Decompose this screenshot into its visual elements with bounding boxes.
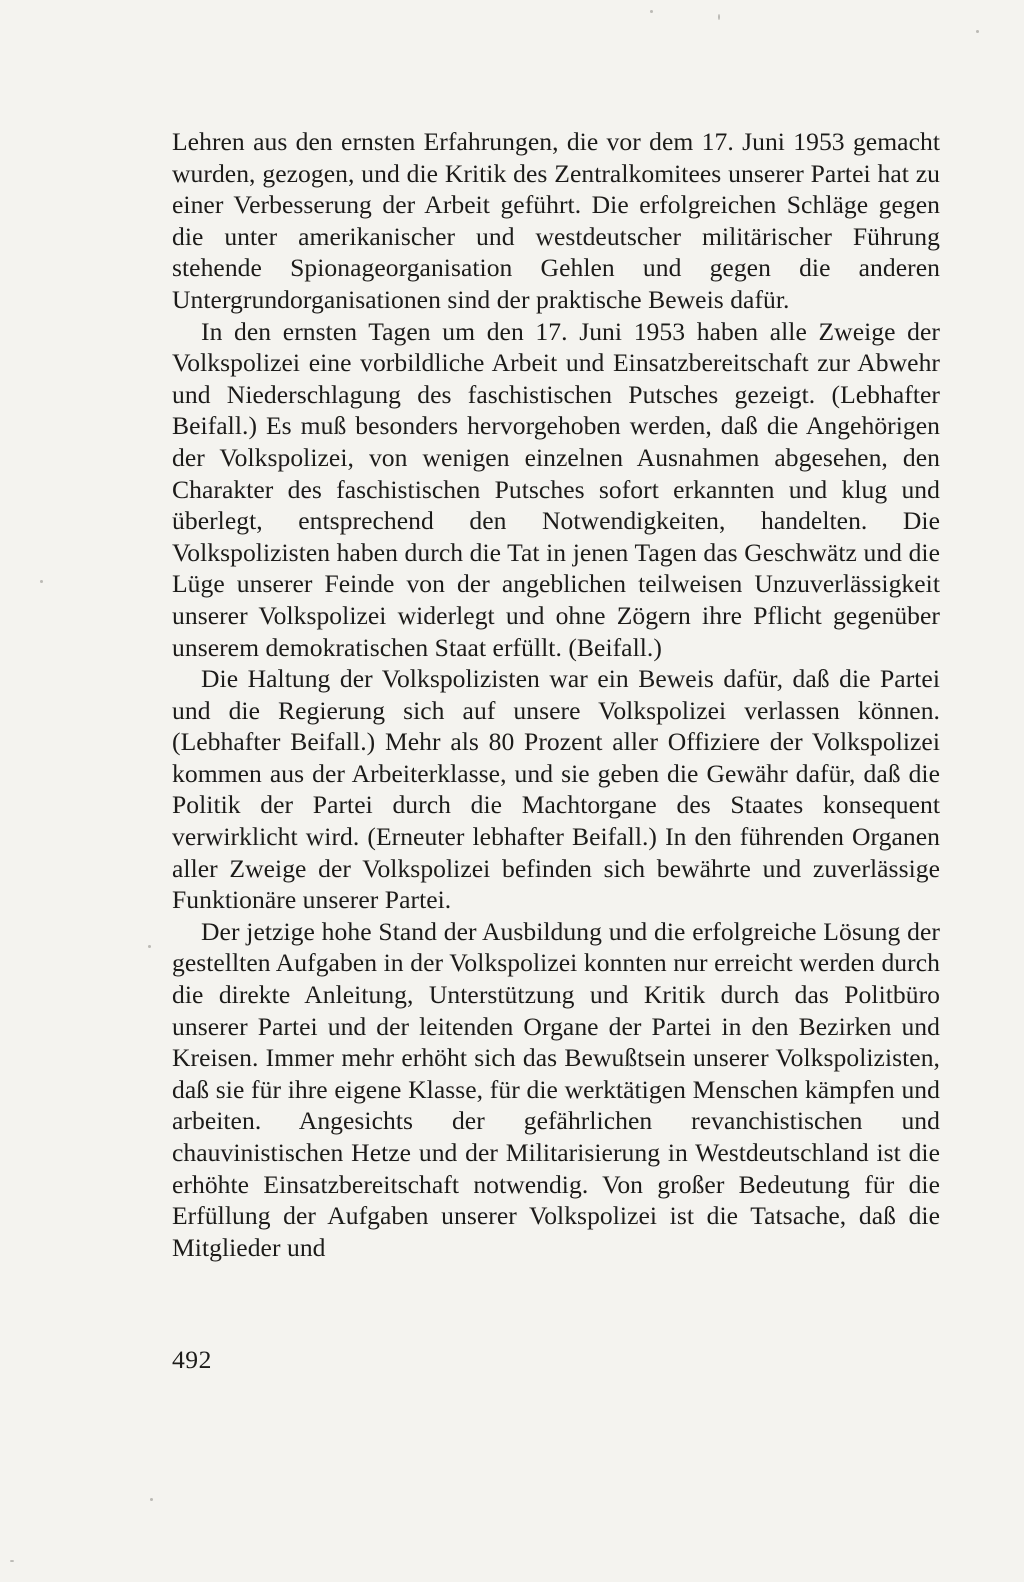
scan-speck [718, 14, 720, 20]
scan-speck [10, 1560, 14, 1562]
scan-speck [650, 10, 653, 13]
scan-speck [40, 580, 43, 583]
scan-speck [976, 30, 979, 33]
paragraph-1: Lehren aus den ernsten Erfahrungen, die vor dem 17. Juni 1953 gemacht wurden, gezogen, und die Kritik des Zentralkomitees unserer Partei hat zu einer Verbesserung der Arbeit geführt. Die erfolgreichen Schläge gegen die unter amerikanischer und westdeutscher militärischer Führung stehende Spionageorganisation Gehlen und gegen die anderen Untergrundorganisationen sind der praktische Beweis dafür. [172, 127, 940, 314]
paragraph-3: Die Haltung der Volkspolizisten war ein Beweis dafür, daß die Partei und die Regierung sich auf unsere Volkspolizei verlassen können. (Lebhafter Beifall.) Mehr als 80 Prozent aller Offiziere der Volkspolizei kommen aus der Arbeiterklasse, und sie geben die Gewähr dafür, daß die Politik der Partei durch die Machtorgane des Staates konsequent verwirklicht wird. (Erneuter lebhafter Beifall.) In den führenden Organen aller Zweige der Volkspolizei befinden sich bewährte und zuverlässige Funktionäre unserer Partei. [172, 664, 940, 915]
paragraph-4: Der jetzige hohe Stand der Ausbildung und die erfolgreiche Lösung der gestellten Aufgaben in der Volkspolizei konnten nur erreicht werden durch die direkte Anleitung, Unterstützung und Kritik durch das Politbüro unserer Partei und der leitenden Organe der Partei in den Bezirken und Kreisen. Immer mehr erhöht sich das Bewußtsein unserer Volkspolizisten, daß sie für ihre eigene Klasse, für die werktätigen Menschen kämpfen und arbeiten. Angesichts der gefährlichen revanchistischen und chauvinistischen Hetze und der Militarisierung in Westdeutschland ist die erhöhte Einsatzbereitschaft notwendig. Von großer Bedeutung für die Erfüllung der Aufgaben unserer Volkspolizei ist die Tatsache, daß die Mitglieder und [172, 916, 940, 1262]
scan-speck [148, 945, 151, 948]
paragraph-2: In den ernsten Tagen um den 17. Juni 1953 haben alle Zweige der Volkspolizei eine vorbildliche Arbeit und Einsatzbereitschaft zur Abwehr und Niederschlagung des faschistischen Putsches gezeigt. (Lebhafter Beifall.) Es muß besonders hervorgehoben werden, daß die Angehörigen der Volkspolizei, von wenigen einzelnen Ausnahmen abgesehen, den Charakter des faschistischen Putsches sofort erkannten und klug und überlegt, entsprechend den Notwendigkeiten, handelten. Die Volkspolizisten haben durch die Tat in jenen Tagen das Geschwätz und die Lüge unserer Feinde von der angeblichen teilweisen Unzuverlässigkeit unserer Volkspolizei widerlegt und ohne Zögern ihre Pflicht gegenüber unserem demokratischen Staat erfüllt. (Beifall.) [172, 316, 940, 662]
scan-speck [150, 1498, 153, 1501]
body-text [172, 126, 940, 1263]
page-number: 492 [172, 1345, 212, 1374]
